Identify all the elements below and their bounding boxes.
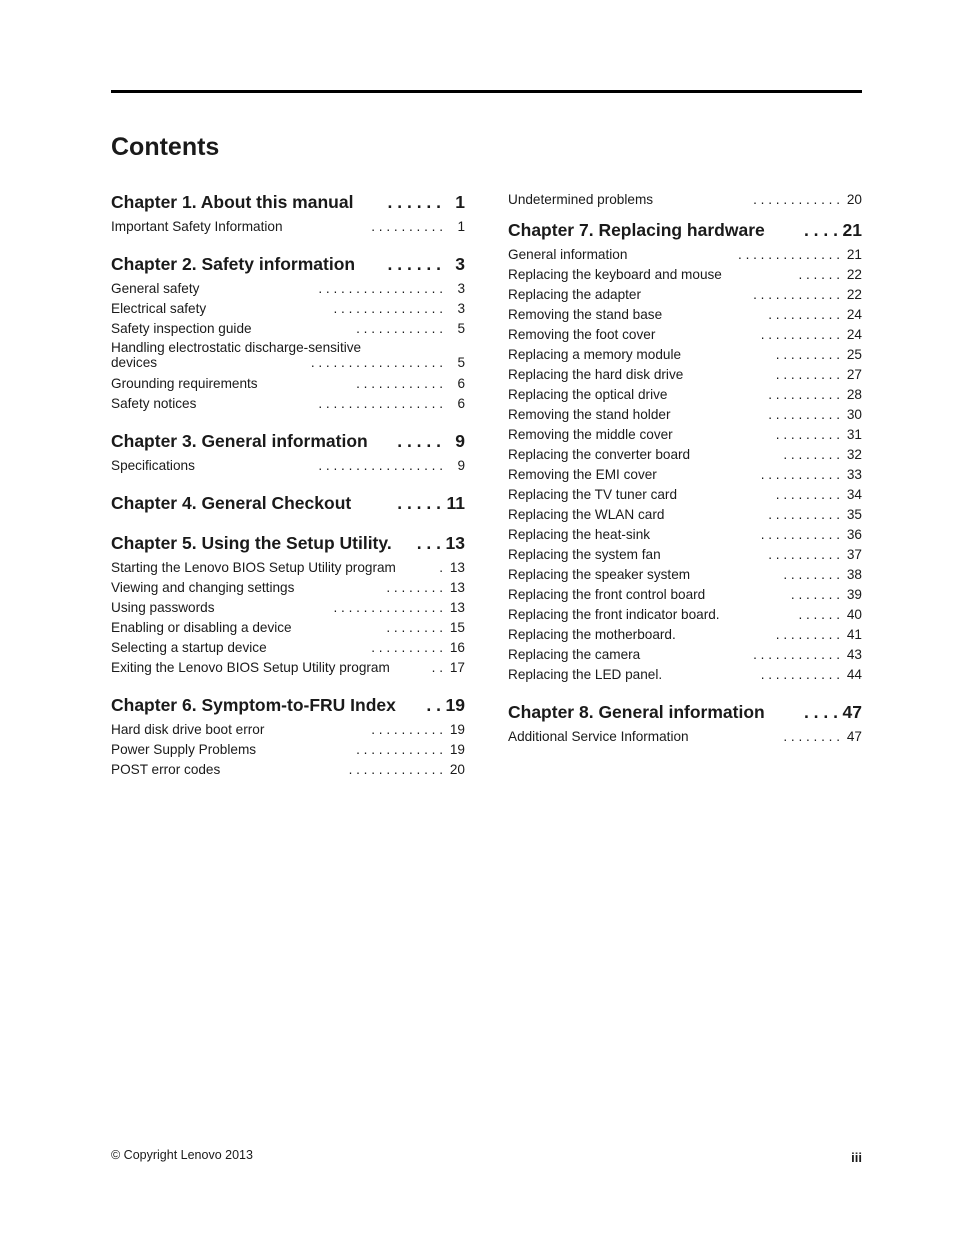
toc-leader-dots: . . . . . . . . . .	[768, 407, 840, 422]
toc-page-number: 17	[449, 660, 465, 675]
toc-page-number: 21	[846, 247, 862, 262]
toc-leader-dots: . . . . . . . . . . . .	[753, 287, 840, 302]
toc-leader-dots: . . . . . . . .	[783, 447, 840, 462]
toc-entry-label: Replacing the motherboard.	[508, 627, 676, 642]
toc-leader-dots: . . . . . . . . . . . .	[753, 647, 840, 662]
toc-entry[interactable]	[508, 325, 862, 345]
toc-leader-dots: . . . . . . . . . . . . . .	[738, 247, 840, 262]
toc-entry[interactable]	[111, 374, 465, 394]
toc-leader-dots: . . . . . . . . . . . . . . .	[333, 600, 443, 615]
toc-entry[interactable]	[111, 217, 465, 237]
toc-page-number: 40	[846, 607, 862, 622]
toc-entry[interactable]	[508, 305, 862, 325]
toc-leader-dots: . . . .	[803, 702, 838, 722]
toc-page-number: 13	[449, 600, 465, 615]
toc-page-number: 34	[846, 487, 862, 502]
toc-page-number: 15	[449, 620, 465, 635]
toc-page-number: 41	[846, 627, 862, 642]
toc-leader-dots: . . . . . . . . . . . . .	[348, 762, 443, 777]
toc-leader-dots: . . . . . . . .	[783, 567, 840, 582]
toc-entry-label: Electrical safety	[111, 301, 207, 316]
toc-entry-label: Replacing the system fan	[508, 547, 661, 562]
toc-leader-dots: . . . . . . . . . . . . . . . . .	[318, 458, 443, 473]
toc-leader-dots: . . . . . .	[798, 267, 840, 282]
toc-chapter-entry[interactable]	[111, 491, 465, 516]
toc-leader-dots: . . . . . .	[387, 192, 441, 212]
toc-page-number: 3	[457, 301, 465, 316]
toc-entry[interactable]	[508, 665, 862, 685]
toc-chapter-label: Chapter 3. General information	[111, 431, 368, 451]
toc-entry-label: Replacing the TV tuner card	[508, 487, 678, 502]
toc-page-number: 28	[846, 387, 862, 402]
toc-leader-dots: . . . . . . . . . . . . . . . . .	[318, 396, 443, 411]
toc-entry[interactable]	[508, 585, 862, 605]
toc-page-number: 47	[846, 729, 862, 744]
toc-entry[interactable]	[508, 345, 862, 365]
toc-leader-dots: . . . . . . . . . . .	[760, 327, 840, 342]
toc-entry[interactable]	[111, 279, 465, 299]
toc-page-number: 9	[455, 431, 465, 451]
toc-chapter-label: Chapter 6. Symptom-to-FRU Index	[111, 695, 396, 715]
toc-leader-dots: . . . . . . . . . . . .	[356, 742, 443, 757]
toc-leader-dots: . . . . . . . . . . .	[760, 667, 840, 682]
toc-entry[interactable]	[111, 394, 465, 414]
toc-leader-dots: . . . . . . . .	[386, 580, 443, 595]
toc-entry[interactable]	[111, 299, 465, 319]
toc-entry-label: Specifications	[111, 458, 195, 473]
toc-page-number: 16	[449, 640, 465, 655]
toc-leader-dots: . . . . . . . . . . . .	[356, 376, 443, 391]
toc-page-number: 24	[846, 327, 862, 342]
toc-entry-label: Removing the EMI cover	[508, 467, 657, 482]
toc-entry[interactable]	[111, 319, 465, 339]
toc-right-column	[508, 190, 862, 747]
toc-entry-label: Additional Service Information	[508, 729, 689, 744]
toc-entry[interactable]	[111, 618, 465, 638]
toc-page-number: 22	[846, 267, 862, 282]
toc-entry[interactable]	[111, 658, 465, 678]
toc-entry-label: Replacing the keyboard and mouse	[508, 267, 722, 282]
toc-page-number: 24	[846, 307, 862, 322]
toc-page-number: 22	[846, 287, 862, 302]
toc-chapter-entry[interactable]	[111, 252, 465, 277]
toc-entry[interactable]	[111, 760, 465, 780]
toc-leader-dots: . . . . . . . . .	[775, 487, 840, 502]
toc-entry[interactable]	[508, 265, 862, 285]
toc-chapter-entry[interactable]	[508, 700, 862, 725]
toc-leader-dots: . . . . . . . .	[386, 620, 443, 635]
toc-entry[interactable]	[508, 505, 862, 525]
toc-chapter-entry[interactable]	[111, 693, 465, 718]
toc-leader-dots: . .	[426, 695, 441, 715]
toc-leader-dots: . . . . . . . . . .	[371, 219, 443, 234]
toc-chapter-label: Chapter 7. Replacing hardware	[508, 220, 765, 240]
toc-entry-label: Replacing the front control board	[508, 587, 706, 602]
toc-page-number: 20	[846, 192, 862, 207]
toc-leader-dots: . . . . . . . . . . . . . . . . . .	[310, 355, 443, 370]
toc-page-number: 9	[457, 458, 465, 473]
toc-entry-label: Replacing a memory module	[508, 347, 682, 362]
toc-entry-label: General information	[508, 247, 628, 262]
toc-page-number: 31	[846, 427, 862, 442]
toc-page-number: 3	[457, 281, 465, 296]
toc-entry-label: Safety inspection guide	[111, 321, 252, 336]
toc-chapter-label: Chapter 1. About this manual	[111, 192, 354, 212]
toc-leader-dots: . . . . . . . . . . . .	[753, 192, 840, 207]
toc-left-column	[111, 190, 465, 780]
toc-page-number: 47	[842, 702, 862, 722]
toc-leader-dots: . . . . . . . . . . .	[760, 467, 840, 482]
toc-leader-dots: . . . . . . . . . .	[371, 640, 443, 655]
toc-page-number: 44	[846, 667, 862, 682]
toc-leader-dots: . . . . . . . . .	[775, 427, 840, 442]
toc-entry-label: Viewing and changing settings	[111, 580, 295, 595]
toc-leader-dots: . . . . . . . . . . . .	[356, 321, 443, 336]
toc-page-number: 5	[457, 355, 465, 370]
toc-entry[interactable]	[508, 645, 862, 665]
toc-entry[interactable]	[508, 285, 862, 305]
toc-leader-dots: . . . . . . .	[790, 587, 840, 602]
toc-page-number: 33	[846, 467, 862, 482]
toc-entry[interactable]	[508, 405, 862, 425]
toc-entry[interactable]	[508, 425, 862, 445]
toc-entry-label: Replacing the hard disk drive	[508, 367, 684, 382]
toc-entry-label: Removing the stand base	[508, 307, 663, 322]
toc-page-number: 11	[446, 493, 465, 513]
toc-entry-label: Exiting the Lenovo BIOS Setup Utility program	[111, 660, 390, 675]
toc-chapter-label: Chapter 4. General Checkout	[111, 493, 352, 513]
toc-chapter-entry[interactable]	[111, 429, 465, 454]
toc-page-number: 3	[455, 254, 465, 274]
toc-entry[interactable]	[508, 465, 862, 485]
toc-entry-label: Hard disk drive boot error	[111, 722, 265, 737]
footer-page-number: iii	[851, 1150, 862, 1165]
toc-leader-dots: . . .	[416, 533, 441, 553]
footer-copyright: © Copyright Lenovo 2013	[111, 1148, 253, 1162]
toc-page-number: 32	[846, 447, 862, 462]
toc-leader-dots: . . . . . . . . . . .	[760, 527, 840, 542]
toc-leader-dots: . . . . . . . . .	[775, 347, 840, 362]
toc-entry-label: Replacing the converter board	[508, 447, 691, 462]
toc-entry[interactable]	[111, 720, 465, 740]
toc-page-number: 6	[457, 396, 465, 411]
page-title: Contents	[111, 133, 220, 161]
toc-entry[interactable]	[508, 365, 862, 385]
toc-page-number: 6	[457, 376, 465, 391]
toc-leader-dots: . . . . . . . . . .	[371, 722, 443, 737]
toc-entry-label: Replacing the speaker system	[508, 567, 691, 582]
toc-entry-label: Important Safety Information	[111, 219, 283, 234]
toc-chapter-entry[interactable]	[111, 190, 465, 215]
toc-entry-label: Grounding requirements	[111, 376, 258, 391]
toc-chapter-entry[interactable]	[508, 218, 862, 243]
toc-entry-label: Removing the middle cover	[508, 427, 673, 442]
toc-entry-label: Replacing the LED panel.	[508, 667, 663, 682]
toc-leader-dots: . .	[431, 660, 443, 675]
toc-page-number: 1	[455, 192, 465, 212]
toc-entry[interactable]	[111, 339, 465, 374]
toc-page-number: 1	[457, 219, 465, 234]
toc-leader-dots: . . . . . . . . . .	[768, 547, 840, 562]
toc-entry[interactable]	[111, 578, 465, 598]
toc-entry-label-continued: devices	[111, 355, 158, 370]
toc-page-number: 5	[457, 321, 465, 336]
toc-leader-dots: . . . . . .	[798, 607, 840, 622]
toc-page-number: 30	[846, 407, 862, 422]
toc-page-number: 36	[846, 527, 862, 542]
toc-entry-label: Replacing the camera	[508, 647, 641, 662]
toc-chapter-entry[interactable]	[111, 531, 465, 556]
toc-entry-label: Handling electrostatic discharge-sensitive	[111, 340, 362, 355]
toc-page-number: 43	[846, 647, 862, 662]
toc-entry-label: Starting the Lenovo BIOS Setup Utility program	[111, 560, 396, 575]
toc-entry[interactable]	[508, 625, 862, 645]
toc-page-number: 19	[449, 742, 465, 757]
toc-entry[interactable]	[508, 190, 862, 210]
toc-entry-label: Power Supply Problems	[111, 742, 257, 757]
toc-leader-dots: . . . . . . . .	[783, 729, 840, 744]
toc-entry[interactable]	[111, 638, 465, 658]
toc-page-number: 21	[842, 220, 862, 240]
toc-entry-label: Replacing the optical drive	[508, 387, 668, 402]
toc-entry[interactable]	[508, 445, 862, 465]
toc-page-number: 20	[449, 762, 465, 777]
toc-entry[interactable]	[111, 740, 465, 760]
toc-page-number: 38	[846, 567, 862, 582]
toc-leader-dots: . . . . . . . . .	[775, 367, 840, 382]
toc-page-number: 27	[846, 367, 862, 382]
toc-entry-label: Enabling or disabling a device	[111, 620, 292, 635]
toc-page-number: 19	[449, 722, 465, 737]
toc-entry-label: Removing the stand holder	[508, 407, 671, 422]
toc-leader-dots: . . . . . . . . . .	[768, 387, 840, 402]
toc-leader-dots: . . . . . . . . . .	[768, 307, 840, 322]
toc-entry-label: Removing the foot cover	[508, 327, 656, 342]
toc-page-number: 39	[846, 587, 862, 602]
toc-entry[interactable]	[508, 727, 862, 747]
toc-entry-label: Selecting a startup device	[111, 640, 267, 655]
toc-leader-dots: . . . .	[803, 220, 838, 240]
toc-entry-label: Replacing the front indicator board.	[508, 607, 720, 622]
toc-page-number: 35	[846, 507, 862, 522]
toc-page-number: 25	[846, 347, 862, 362]
toc-entry-label: POST error codes	[111, 762, 221, 777]
toc-leader-dots: . . . . . .	[387, 254, 441, 274]
toc-leader-dots: . . . . .	[397, 431, 441, 451]
toc-leader-dots: . . . . . . . . . .	[768, 507, 840, 522]
toc-entry[interactable]	[111, 598, 465, 618]
toc-entry[interactable]	[111, 456, 465, 476]
toc-page-number: 13	[449, 560, 465, 575]
toc-entry[interactable]	[508, 565, 862, 585]
toc-page-number: 13	[445, 533, 465, 553]
toc-entry[interactable]	[508, 605, 862, 625]
toc-entry-label: General safety	[111, 281, 200, 296]
toc-entry[interactable]	[508, 485, 862, 505]
toc-chapter-label: Chapter 8. General information	[508, 702, 765, 722]
toc-entry[interactable]	[508, 245, 862, 265]
toc-page-number: 19	[445, 695, 465, 715]
toc-chapter-label: Chapter 2. Safety information	[111, 254, 356, 274]
toc-entry[interactable]	[508, 525, 862, 545]
toc-page-number: 13	[449, 580, 465, 595]
toc-entry-label: Replacing the heat-sink	[508, 527, 651, 542]
toc-entry[interactable]	[508, 385, 862, 405]
toc-page-number: 37	[846, 547, 862, 562]
toc-entry-label: Replacing the adapter	[508, 287, 642, 302]
toc-entry[interactable]	[111, 558, 465, 578]
toc-entry-label: Safety notices	[111, 396, 197, 411]
toc-leader-dots: . . . . .	[397, 493, 441, 513]
toc-leader-dots: .	[439, 560, 443, 575]
toc-entry-label: Using passwords	[111, 600, 215, 615]
toc-leader-dots: . . . . . . . . .	[775, 627, 840, 642]
toc-chapter-label: Chapter 5. Using the Setup Utility.	[111, 533, 392, 553]
toc-entry-label: Undetermined problems	[508, 192, 654, 207]
top-rule	[111, 90, 862, 93]
toc-leader-dots: . . . . . . . . . . . . . . .	[333, 301, 443, 316]
toc-entry-label: Replacing the WLAN card	[508, 507, 665, 522]
toc-entry[interactable]	[508, 545, 862, 565]
toc-leader-dots: . . . . . . . . . . . . . . . . .	[318, 281, 443, 296]
